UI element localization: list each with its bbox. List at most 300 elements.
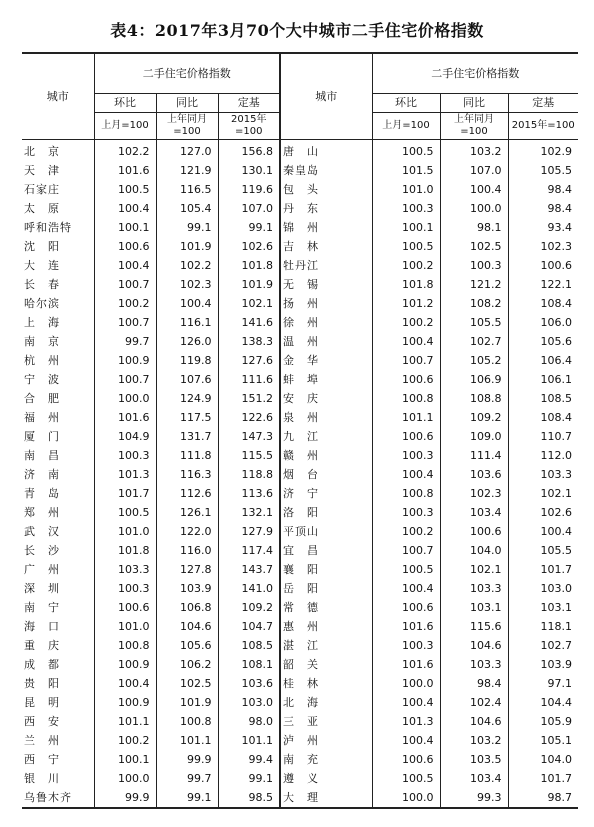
left-yoy-cell: 99.1 [156,218,218,237]
left-base-cell: 108.1 [218,655,280,674]
right-city-cell: 烟 台 [280,465,372,484]
right-city-cell: 吉 林 [280,237,372,256]
right-city-cell: 安 庆 [280,389,372,408]
table-row [22,503,578,522]
left-base-cell: 99.1 [218,218,280,237]
right-city-cell: 大 理 [280,788,372,808]
left-base-cell: 118.8 [218,465,280,484]
left-city-cell: 沈 阳 [24,240,60,253]
right-mom-cell: 100.6 [372,427,440,446]
right-mom-cell: 100.7 [372,541,440,560]
left-base-cell: 147.3 [218,427,280,446]
right-base-cell: 102.1 [508,484,578,503]
table-row [22,237,578,256]
yoy-header-left: 同比 [156,94,218,113]
right-mom-cell: 100.5 [372,560,440,579]
left-base-cell: 143.7 [218,560,280,579]
right-yoy-cell: 105.5 [440,313,508,332]
left-yoy-cell: 104.6 [156,617,218,636]
left-city-cell: 西 宁 [24,753,60,766]
left-yoy-cell: 107.6 [156,370,218,389]
table-row [22,275,578,294]
left-yoy-cell: 112.6 [156,484,218,503]
right-mom-cell: 100.2 [372,313,440,332]
table-row [22,522,578,541]
right-mom-cell: 100.3 [372,199,440,218]
left-base-cell: 99.4 [218,750,280,769]
right-base-cell: 105.5 [508,161,578,180]
right-base-cell: 105.6 [508,332,578,351]
right-base-cell: 106.1 [508,370,578,389]
left-mom-cell: 100.0 [94,389,156,408]
left-base-cell: 98.0 [218,712,280,731]
left-base-cell: 107.0 [218,199,280,218]
right-mom-cell: 100.4 [372,579,440,598]
right-city-cell: 包 头 [280,180,372,199]
left-yoy-cell: 116.5 [156,180,218,199]
right-city-cell: 襄 阳 [280,560,372,579]
right-mom-cell: 100.4 [372,731,440,750]
right-base-cell: 108.5 [508,389,578,408]
right-yoy-cell: 103.3 [440,655,508,674]
right-yoy-cell: 103.5 [440,750,508,769]
left-mom-cell: 104.9 [94,427,156,446]
right-city-cell: 徐 州 [280,313,372,332]
table-row [22,370,578,389]
left-yoy-cell: 102.3 [156,275,218,294]
left-city-cell: 宁 波 [24,373,60,386]
left-yoy-cell: 101.1 [156,731,218,750]
left-base-cell: 103.6 [218,674,280,693]
left-city-cell: 乌鲁木齐 [22,788,94,808]
right-city-cell: 惠 州 [280,617,372,636]
left-yoy-cell: 127.8 [156,560,218,579]
left-base-cell: 141.6 [218,313,280,332]
right-city-cell: 赣 州 [280,446,372,465]
left-mom-cell: 100.3 [94,446,156,465]
left-city-cell: 福 州 [24,411,60,424]
right-yoy-cell: 103.6 [440,465,508,484]
left-city-cell: 郑 州 [24,506,60,519]
right-city-cell: 泉 州 [280,408,372,427]
right-mom-cell: 101.3 [372,712,440,731]
left-yoy-cell: 126.0 [156,332,218,351]
right-mom-cell: 100.5 [372,769,440,788]
left-base-cell: 130.1 [218,161,280,180]
left-yoy-cell: 106.2 [156,655,218,674]
table-row [22,750,578,769]
base-subheader-left: 2015年=100 [218,113,280,140]
right-base-cell: 108.4 [508,408,578,427]
right-base-cell: 102.9 [508,140,578,162]
right-city-cell: 常 德 [280,598,372,617]
left-yoy-cell: 103.9 [156,579,218,598]
right-base-cell: 98.7 [508,788,578,808]
left-city-cell: 重 庆 [24,639,60,652]
right-city-cell: 遵 义 [280,769,372,788]
right-city-cell: 岳 阳 [280,579,372,598]
right-city-cell: 蚌 埠 [280,370,372,389]
right-yoy-cell: 104.6 [440,712,508,731]
table-row [22,617,578,636]
left-city-cell: 济 南 [24,468,60,481]
right-base-cell: 101.7 [508,560,578,579]
left-yoy-cell: 102.2 [156,256,218,275]
table-row [22,140,578,162]
table-row [22,655,578,674]
base-subheader-right: 2015年=100 [508,113,578,140]
right-mom-cell: 101.1 [372,408,440,427]
left-base-cell: 122.6 [218,408,280,427]
left-city-cell: 广 州 [24,563,60,576]
right-mom-cell: 101.2 [372,294,440,313]
left-city-cell: 长 沙 [24,544,60,557]
left-yoy-cell: 122.0 [156,522,218,541]
left-mom-cell: 101.7 [94,484,156,503]
right-yoy-cell: 102.5 [440,237,508,256]
right-city-cell: 丹 东 [280,199,372,218]
left-city-cell: 成 都 [24,658,60,671]
table-row [22,408,578,427]
right-mom-cell: 101.8 [372,275,440,294]
right-yoy-cell: 103.4 [440,503,508,522]
right-city-cell: 锦 州 [280,218,372,237]
right-yoy-cell: 108.2 [440,294,508,313]
base-header-right: 定基 [508,94,578,113]
left-mom-cell: 100.3 [94,579,156,598]
table-row [22,351,578,370]
left-mom-cell: 100.8 [94,636,156,655]
left-mom-cell: 100.9 [94,693,156,712]
left-yoy-cell: 116.3 [156,465,218,484]
left-mom-cell: 99.7 [94,332,156,351]
left-mom-cell: 100.1 [94,218,156,237]
left-city-cell: 海 口 [24,620,60,633]
right-yoy-cell: 104.6 [440,636,508,655]
table-row [22,427,578,446]
right-city-cell: 秦皇岛 [280,161,372,180]
right-base-cell: 106.4 [508,351,578,370]
left-yoy-cell: 100.8 [156,712,218,731]
left-city-cell: 昆 明 [24,696,60,709]
right-base-cell: 98.4 [508,199,578,218]
right-yoy-cell: 104.0 [440,541,508,560]
right-mom-cell: 100.4 [372,693,440,712]
right-base-cell: 102.7 [508,636,578,655]
price-index-table [22,52,578,809]
right-base-cell: 108.4 [508,294,578,313]
right-yoy-cell: 102.3 [440,484,508,503]
left-yoy-cell: 117.5 [156,408,218,427]
left-base-cell: 103.0 [218,693,280,712]
right-yoy-cell: 109.2 [440,408,508,427]
right-base-cell: 110.7 [508,427,578,446]
left-mom-cell: 100.5 [94,503,156,522]
right-city-cell: 泸 州 [280,731,372,750]
left-yoy-cell: 99.1 [156,788,218,808]
left-yoy-cell: 111.8 [156,446,218,465]
left-mom-cell: 101.3 [94,465,156,484]
left-city-cell: 厦 门 [24,430,60,443]
left-city-cell: 深 圳 [24,582,60,595]
left-mom-cell: 100.9 [94,655,156,674]
left-mom-cell: 100.9 [94,351,156,370]
left-mom-cell: 100.5 [94,180,156,199]
mom-header-right: 环比 [372,94,440,113]
left-mom-cell: 102.2 [94,140,156,162]
right-yoy-cell: 100.0 [440,199,508,218]
right-base-cell: 100.6 [508,256,578,275]
mom-subheader-left: 上月=100 [94,113,156,140]
table-body [22,140,578,809]
right-base-cell: 112.0 [508,446,578,465]
left-mom-cell: 101.8 [94,541,156,560]
left-mom-cell: 100.7 [94,275,156,294]
table-row [22,712,578,731]
right-mom-cell: 100.6 [372,598,440,617]
left-yoy-cell: 127.0 [156,140,218,162]
left-yoy-cell: 124.9 [156,389,218,408]
table-row [22,731,578,750]
right-yoy-cell: 98.1 [440,218,508,237]
left-base-cell: 99.1 [218,769,280,788]
left-yoy-cell: 121.9 [156,161,218,180]
right-base-cell: 101.7 [508,769,578,788]
right-city-cell: 唐 山 [280,140,372,162]
left-base-cell: 138.3 [218,332,280,351]
right-city-cell: 平顶山 [280,522,372,541]
right-yoy-cell: 103.2 [440,731,508,750]
right-mom-cell: 100.3 [372,636,440,655]
table-row [22,180,578,199]
left-city-cell: 杭 州 [24,354,60,367]
left-base-cell: 101.8 [218,256,280,275]
left-city-cell: 合 肥 [24,392,60,405]
left-city-cell: 武 汉 [24,525,60,538]
right-base-cell: 98.4 [508,180,578,199]
right-yoy-cell: 107.0 [440,161,508,180]
right-yoy-cell: 98.4 [440,674,508,693]
table-row [22,446,578,465]
left-city-cell: 青 岛 [24,487,60,500]
table-row [22,332,578,351]
base-header-left: 定基 [218,94,280,113]
right-base-cell: 97.1 [508,674,578,693]
right-base-cell: 103.0 [508,579,578,598]
right-mom-cell: 100.2 [372,256,440,275]
left-base-cell: 115.5 [218,446,280,465]
right-mom-cell: 101.5 [372,161,440,180]
right-yoy-cell: 109.0 [440,427,508,446]
city-header-right: 城市 [280,53,372,140]
left-mom-cell: 100.6 [94,237,156,256]
right-base-cell: 103.3 [508,465,578,484]
right-mom-cell: 100.8 [372,389,440,408]
right-base-cell: 104.4 [508,693,578,712]
left-base-cell: 119.6 [218,180,280,199]
left-base-cell: 141.0 [218,579,280,598]
table-row [22,598,578,617]
left-mom-cell: 100.6 [94,598,156,617]
right-base-cell: 103.9 [508,655,578,674]
right-yoy-cell: 102.7 [440,332,508,351]
table-row [22,389,578,408]
right-city-cell: 九 江 [280,427,372,446]
left-city-cell: 呼和浩特 [24,221,72,234]
left-mom-cell: 100.7 [94,313,156,332]
left-mom-cell: 101.0 [94,617,156,636]
right-yoy-cell: 103.3 [440,579,508,598]
right-yoy-cell: 100.4 [440,180,508,199]
right-yoy-cell: 100.3 [440,256,508,275]
left-base-cell: 132.1 [218,503,280,522]
left-mom-cell: 101.6 [94,408,156,427]
right-mom-cell: 100.5 [372,237,440,256]
page-title: 表4：2017年3月70个大中城市二手住宅价格指数 [110,21,484,40]
left-city-cell: 银 川 [24,772,60,785]
table-row [22,484,578,503]
table-row [22,674,578,693]
right-base-cell: 93.4 [508,218,578,237]
table-row [22,579,578,598]
left-base-cell: 102.1 [218,294,280,313]
left-base-cell: 108.5 [218,636,280,655]
right-yoy-cell: 102.1 [440,560,508,579]
left-mom-cell: 100.2 [94,731,156,750]
left-base-cell: 101.1 [218,731,280,750]
table-row [22,313,578,332]
mom-header-left: 环比 [94,94,156,113]
right-mom-cell: 100.4 [372,332,440,351]
table-row [22,541,578,560]
right-mom-cell: 100.5 [372,140,440,162]
city-header-left: 城市 [22,53,94,140]
right-city-cell: 南 充 [280,750,372,769]
left-yoy-cell: 116.1 [156,313,218,332]
right-base-cell: 105.9 [508,712,578,731]
left-city-cell: 南 昌 [24,449,60,462]
right-city-cell: 洛 阳 [280,503,372,522]
left-yoy-cell: 105.4 [156,199,218,218]
right-city-cell: 无 锡 [280,275,372,294]
right-city-cell: 桂 林 [280,674,372,693]
right-mom-cell: 100.3 [372,503,440,522]
right-mom-cell: 100.7 [372,351,440,370]
right-city-cell: 牡丹江 [280,256,372,275]
right-mom-cell: 100.0 [372,674,440,693]
left-yoy-cell: 101.9 [156,237,218,256]
left-yoy-cell: 106.8 [156,598,218,617]
right-city-cell: 扬 州 [280,294,372,313]
left-yoy-cell: 131.7 [156,427,218,446]
left-mom-cell: 103.3 [94,560,156,579]
left-base-cell: 151.2 [218,389,280,408]
left-base-cell: 127.9 [218,522,280,541]
left-yoy-cell: 126.1 [156,503,218,522]
left-city-cell: 南 京 [24,335,60,348]
left-city-cell: 天 津 [24,164,60,177]
right-mom-cell: 100.3 [372,446,440,465]
table-row [22,769,578,788]
right-yoy-cell: 103.4 [440,769,508,788]
right-yoy-cell: 106.9 [440,370,508,389]
left-mom-cell: 101.0 [94,522,156,541]
left-yoy-cell: 102.5 [156,674,218,693]
table-row [22,788,578,808]
group-header-left: 二手住宅价格指数 [94,53,280,94]
right-city-cell: 韶 关 [280,655,372,674]
left-base-cell: 102.6 [218,237,280,256]
left-base-cell: 156.8 [218,140,280,162]
right-mom-cell: 100.4 [372,465,440,484]
right-mom-cell: 101.6 [372,655,440,674]
left-mom-cell: 100.1 [94,750,156,769]
right-yoy-cell: 103.1 [440,598,508,617]
right-city-cell: 金 华 [280,351,372,370]
left-city-cell: 长 春 [24,278,60,291]
left-base-cell: 98.5 [218,788,280,808]
left-mom-cell: 100.4 [94,256,156,275]
right-city-cell: 三 亚 [280,712,372,731]
table-row [22,256,578,275]
left-city-cell: 贵 阳 [24,677,60,690]
right-city-cell: 宜 昌 [280,541,372,560]
left-yoy-cell: 119.8 [156,351,218,370]
left-base-cell: 101.9 [218,275,280,294]
right-city-cell: 温 州 [280,332,372,351]
table-row [22,465,578,484]
right-base-cell: 105.5 [508,541,578,560]
left-city-cell: 西 安 [24,715,60,728]
right-mom-cell: 100.1 [372,218,440,237]
yoy-header-right: 同比 [440,94,508,113]
right-base-cell: 122.1 [508,275,578,294]
left-mom-cell: 101.6 [94,161,156,180]
left-yoy-cell: 99.7 [156,769,218,788]
left-base-cell: 104.7 [218,617,280,636]
left-mom-cell: 100.4 [94,199,156,218]
right-mom-cell: 101.6 [372,617,440,636]
left-city-cell: 石家庄 [24,183,60,196]
table-row [22,636,578,655]
right-base-cell: 103.1 [508,598,578,617]
left-yoy-cell: 105.6 [156,636,218,655]
left-base-cell: 117.4 [218,541,280,560]
left-yoy-cell: 99.9 [156,750,218,769]
right-base-cell: 102.6 [508,503,578,522]
right-base-cell: 104.0 [508,750,578,769]
left-city-cell: 大 连 [24,259,60,272]
right-yoy-cell: 111.4 [440,446,508,465]
left-mom-cell: 99.9 [94,788,156,808]
yoy-subheader-right: 上年同月=100 [440,113,508,140]
right-mom-cell: 100.2 [372,522,440,541]
left-mom-cell: 100.0 [94,769,156,788]
left-mom-cell: 100.2 [94,294,156,313]
left-base-cell: 127.6 [218,351,280,370]
table-row [22,161,578,180]
right-base-cell: 102.3 [508,237,578,256]
mom-subheader-right: 上月=100 [372,113,440,140]
left-yoy-cell: 100.4 [156,294,218,313]
right-mom-cell: 100.6 [372,750,440,769]
left-yoy-cell: 116.0 [156,541,218,560]
table-row [22,693,578,712]
right-yoy-cell: 105.2 [440,351,508,370]
right-city-cell: 北 海 [280,693,372,712]
left-base-cell: 111.6 [218,370,280,389]
left-base-cell: 109.2 [218,598,280,617]
